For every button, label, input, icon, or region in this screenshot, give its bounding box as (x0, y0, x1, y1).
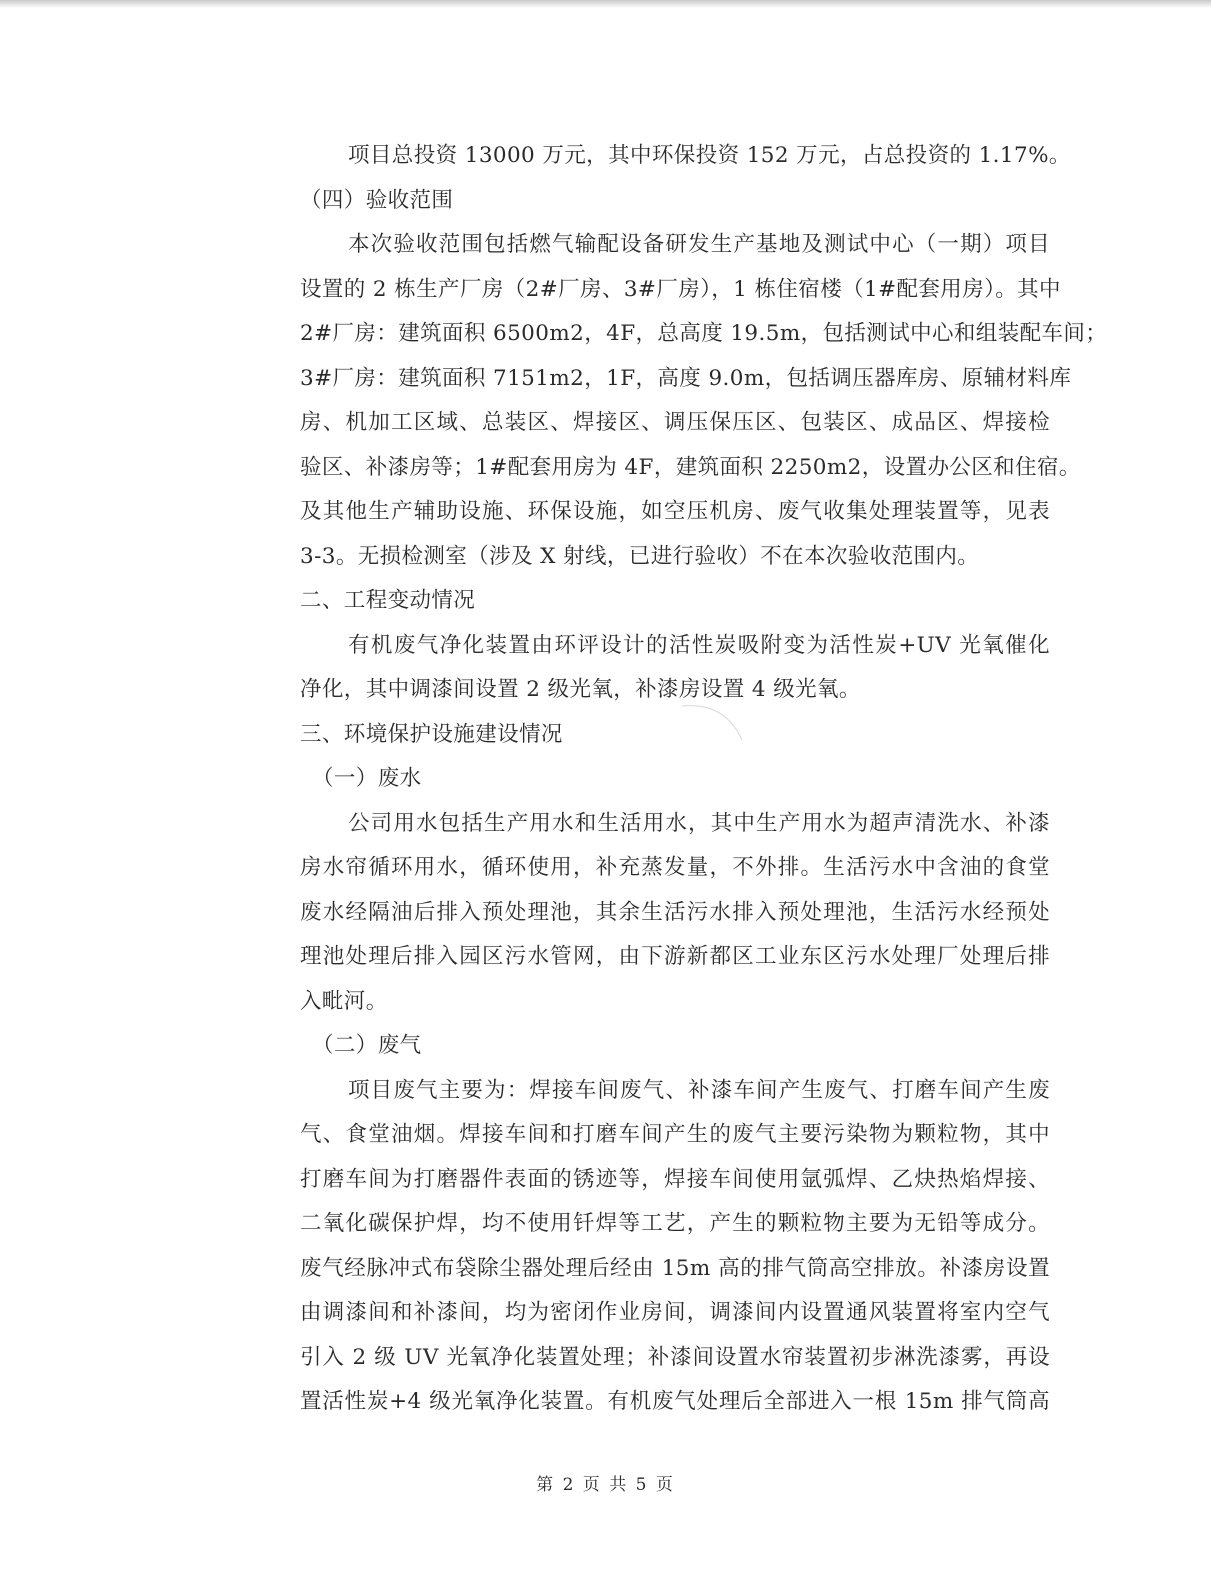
text-line: 废气经脉冲式布袋除尘器处理后经由 15m 高的排气筒高空排放。补漆房设置 (300, 1255, 1050, 1281)
text-line: 本次验收范围包括燃气输配设备研发生产基地及测试中心（一期）项目 (348, 232, 1050, 257)
text-line: 废水经隔油后排入预处理池，其余生活污水排入预处理池，生活污水经预处 (300, 899, 1050, 925)
section-heading-changes: 二、工程变动情况 (300, 588, 476, 613)
text-line: 项目废气主要为：焊接车间废气、补漆车间产生废气、打磨车间产生废 (348, 1077, 1050, 1103)
text-line: 引入 2 级 UV 光氧净化装置处理；补漆间设置水帘装置初步淋洗漆雾，再设 (300, 1344, 1050, 1370)
scan-edge-shadow (0, 0, 1211, 8)
text-line: 置活性炭+4 级光氧净化装置。有机废气处理后全部进入一根 15m 排气筒高 (300, 1389, 1050, 1414)
text-line: 项目总投资 13000 万元，其中环保投资 152 万元，占总投资的 1.17%。 (348, 143, 1071, 168)
section-heading-facilities: 三、环境保护设施建设情况 (300, 721, 563, 747)
text-line: 设置的 2 栋生产厂房（2#厂房、3#厂房），1 栋住宿楼（1#配套用房）。其中 (300, 276, 1061, 302)
text-line: 2#厂房：建筑面积 6500m2，4F，总高度 19.5m，包括测试中心和组装配车间； (300, 321, 1108, 346)
text-line: 房水帘循环用水，循环使用，补充蒸发量，不外排。生活污水中含油的食堂 (300, 855, 1050, 880)
text-line: 打磨车间为打磨器件表面的锈迹等，焊接车间使用氩弧焊、乙炔热焰焊接、 (300, 1166, 1050, 1192)
text-line: 房、机加工区域、总装区、焊接区、调压保压区、包装区、成品区、焊接检 (300, 410, 1050, 435)
text-line: 气、食堂油烟。焊接车间和打磨车间产生的废气主要污染物为颗粒物，其中 (300, 1122, 1050, 1147)
text-line: 验区、补漆房等；1#配套用房为 4F，建筑面积 2250m2，设置办公区和住宿。 (300, 454, 1081, 480)
text-line: 3-3。无损检测室（涉及 X 射线，已进行验收）不在本次验收范围内。 (300, 543, 980, 569)
text-line: 二氧化碳保护焊，均不使用钎焊等工艺，产生的颗粒物主要为无铅等成分。 (300, 1211, 1050, 1236)
text-line: 理池处理后排入园区污水管网，由下游新都区工业东区污水处理厂处理后排 (300, 944, 1050, 969)
page-number-footer: 第 2 页 共 5 页 (536, 1475, 675, 1495)
text-line: 公司用水包括生产用水和生活用水，其中生产用水为超声清洗水、补漆 (348, 810, 1050, 836)
subheading-exhaust-gas: （二）废气 (312, 1033, 422, 1058)
text-line: 入毗河。 (300, 988, 388, 1014)
text-line: 由调漆间和补漆间，均为密闭作业房间，调漆间内设置通风装置将室内空气 (300, 1300, 1050, 1325)
section-heading-scope: （四）验收范围 (300, 187, 454, 213)
text-line: 及其他生产辅助设施、环保设施，如空压机房、废气收集处理装置等，见表 (300, 499, 1050, 524)
scan-artifact-arc (680, 700, 760, 750)
text-line: 有机废气净化装置由环评设计的活性炭吸附变为活性炭+UV 光氧催化 (348, 632, 1050, 658)
subheading-wastewater: （一）废水 (312, 766, 422, 791)
text-line: 净化，其中调漆间设置 2 级光氧，补漆房设置 4 级光氧。 (300, 677, 861, 702)
document-body (300, 134, 1108, 1425)
text-line: 3#厂房：建筑面积 7151m2，1F，高度 9.0m，包括调压器库房、原辅材料库 (300, 365, 1072, 391)
